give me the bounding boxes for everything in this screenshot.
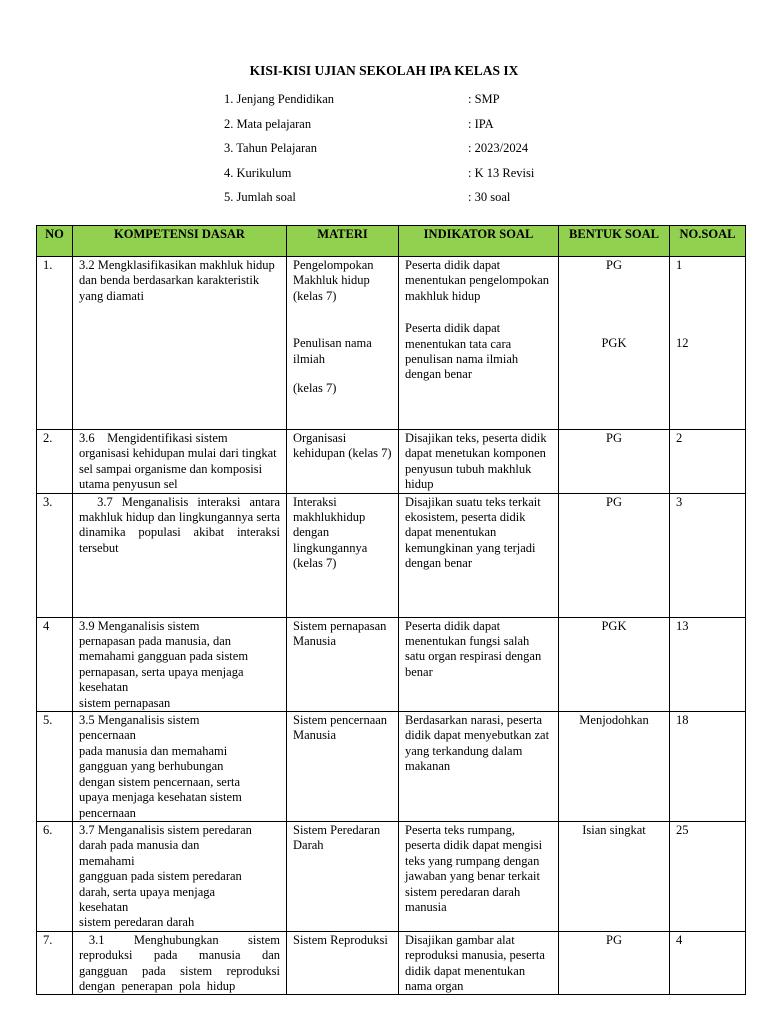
indikator-text: Peserta didik dapat menentukan tata cara penulisan nama ilmiah dengan benar [405, 321, 519, 382]
kd-line: pencernaan [79, 805, 136, 820]
cell-kompetensi-dasar: 3.6 Mengidentifikasi sistem organisasi kehidupan mulai dari tingkat sel sampai organisme dan komposisi utama penyusun sel [73, 430, 287, 494]
kd-line: sistem pernapasan [79, 695, 171, 710]
kd-line: pernapasan, serta upaya menjaga [79, 664, 244, 679]
table-row [37, 617, 746, 711]
info-label: 2. Mata pelajaran [224, 116, 312, 131]
header-no-soal: NO.SOAL [670, 226, 746, 257]
table-row [37, 712, 746, 822]
header-kompetensi-dasar: KOMPETENSI DASAR [73, 226, 287, 257]
indikator-text: Peserta didik dapat menentukan pengelompokan makhluk hidup [405, 258, 550, 303]
materi-text: Penulisan nama ilmiah [293, 336, 372, 366]
cell-bentuk-soal [559, 257, 670, 430]
header-no: NO [37, 226, 73, 257]
info-row [224, 166, 584, 191]
kd-line: darah, serta upaya menjaga [79, 884, 216, 899]
info-value: : 2023/2024 [468, 141, 529, 155]
cell-no: 1. [37, 257, 73, 430]
bentuk-text: PG [606, 258, 622, 272]
cell-bentuk-soal: PG [559, 931, 670, 995]
materi-text: Pengelompokan Makhluk hidup (kelas 7) [293, 258, 374, 303]
cell-no: 4 [37, 617, 73, 711]
kd-line: 3.9 Menganalisis sistem [79, 618, 200, 633]
info-label: 1. Jenjang Pendidikan [224, 92, 335, 106]
info-label: 4. Kurikulum [224, 165, 292, 180]
materi-text: (kelas 7) [293, 381, 337, 396]
cell-indikator-soal: Disajikan gambar alat reproduksi manusia, peserta didik dapat menentukan nama organ [399, 931, 559, 995]
document-title: KISI-KISI UJIAN SEKOLAH IPA KELAS IX [249, 63, 519, 78]
table-row [37, 493, 746, 617]
cell-materi: Sistem pernapasan Manusia [287, 617, 399, 711]
table-row [37, 430, 746, 494]
kd-line: pencernaan [79, 728, 136, 743]
cell-no: 3. [37, 493, 73, 617]
cell-kompetensi-dasar [73, 617, 287, 711]
cell-kompetensi-dasar [73, 712, 287, 822]
cell-bentuk-soal: Isian singkat [559, 821, 670, 931]
kd-line: sistem peredaran darah [79, 915, 195, 930]
table-header-row [37, 226, 746, 257]
cell-materi: Interaksi makhlukhidup dengan lingkungannya (kelas 7) [287, 493, 399, 617]
cell-materi: Sistem Reproduksi [287, 931, 399, 995]
cell-no: 7. [37, 931, 73, 995]
cell-no-soal: 18 [670, 712, 746, 822]
table-row [37, 257, 746, 430]
cell-indikator-soal [399, 257, 559, 430]
cell-bentuk-soal: Menjodohkan [559, 712, 670, 822]
info-row [224, 141, 584, 166]
cell-materi: Sistem pencernaan Manusia [287, 712, 399, 822]
kd-line: pernapasan pada manusia, dan [79, 634, 232, 649]
kd-line: gangguan pada sistem peredaran [79, 869, 242, 884]
cell-kompetensi-dasar: 3.2 Mengklasifikasikan makhluk hidup dan benda berdasarkan karakteristik yang diamati [73, 257, 287, 430]
cell-no-soal [670, 257, 746, 430]
cell-kompetensi-dasar [73, 821, 287, 931]
cell-bentuk-soal: PGK [559, 617, 670, 711]
kd-line: memahami gangguan pada sistem [79, 649, 249, 664]
cell-no-soal: 25 [670, 821, 746, 931]
cell-no-soal: 13 [670, 617, 746, 711]
cell-no: 2. [37, 430, 73, 494]
table-row [37, 931, 746, 995]
info-row [224, 117, 584, 142]
nosoal-text: 1 [676, 258, 683, 272]
cell-no-soal: 3 [670, 493, 746, 617]
info-label: 3. Tahun Pelajaran [224, 141, 317, 155]
kd-line: 3.7 Menganalisis sistem peredaran [79, 822, 252, 837]
info-label: 5. Jumlah soal [224, 190, 296, 204]
kd-line: kesehatan [79, 899, 129, 914]
info-row [224, 92, 584, 117]
header-materi: MATERI [287, 226, 399, 257]
cell-indikator-soal: Peserta didik dapat menentukan fungsi salah satu organ respirasi dengan benar [399, 617, 559, 711]
header-indikator-soal: INDIKATOR SOAL [399, 226, 559, 257]
info-value: : 30 soal [468, 190, 511, 204]
cell-bentuk-soal: PG [559, 493, 670, 617]
cell-no: 6. [37, 821, 73, 931]
info-row [224, 190, 584, 215]
kd-line: darah pada manusia dan [79, 838, 200, 853]
cell-no: 5. [37, 712, 73, 822]
bentuk-text: PGK [601, 336, 627, 351]
cell-materi: Sistem Peredaran Darah [287, 821, 399, 931]
kisi-kisi-table [36, 225, 746, 995]
info-value: : IPA [468, 116, 494, 131]
kd-line: pada manusia dan memahami [79, 743, 228, 758]
cell-indikator-soal: Berdasarkan narasi, peserta didik dapat menyebutkan zat yang terkandung dalam makanan [399, 712, 559, 822]
cell-indikator-soal: Disajikan teks, peserta didik dapat menetukan komponen penyusun tubuh makhluk hidup [399, 430, 559, 494]
info-block [224, 92, 584, 215]
kd-line: upaya menjaga kesehatan sistem [79, 790, 242, 805]
kd-line: gangguan yang berhubungan [79, 759, 224, 774]
nosoal-text: 12 [676, 336, 689, 351]
cell-kompetensi-dasar: 3.1 Menghubungkan sistem reproduksi pada manusia dan gangguan pada sistem reproduksi dengan penerapan pola hidup [73, 931, 287, 995]
cell-indikator-soal: Disajikan suatu teks terkait ekosistem, peserta didik dapat menentukan kemungkinan yang terjadi dengan benar [399, 493, 559, 617]
kd-line: dengan sistem pencernaan, serta [79, 774, 241, 789]
kd-line: kesehatan [79, 680, 129, 695]
cell-indikator-soal: Peserta teks rumpang, peserta didik dapat mengisi teks yang rumpang dengan jawaban yang benar terkait sistem peredaran darah manusia [399, 821, 559, 931]
cell-materi [287, 257, 399, 430]
cell-no-soal: 4 [670, 931, 746, 995]
kd-line: 3.5 Menganalisis sistem [79, 713, 200, 728]
info-value: : K 13 Revisi [468, 165, 535, 180]
info-value: : SMP [468, 92, 500, 106]
cell-no-soal: 2 [670, 430, 746, 494]
kd-line: memahami [79, 853, 135, 868]
cell-bentuk-soal: PG [559, 430, 670, 494]
cell-materi: Organisasi kehidupan (kelas 7) [287, 430, 399, 494]
header-bentuk-soal: BENTUK SOAL [559, 226, 670, 257]
table-row [37, 821, 746, 931]
cell-kompetensi-dasar: 3.7 Menganalisis interaksi antara makhluk hidup dan lingkungannya serta dinamika populasi akibat interaksi tersebut [73, 493, 287, 617]
